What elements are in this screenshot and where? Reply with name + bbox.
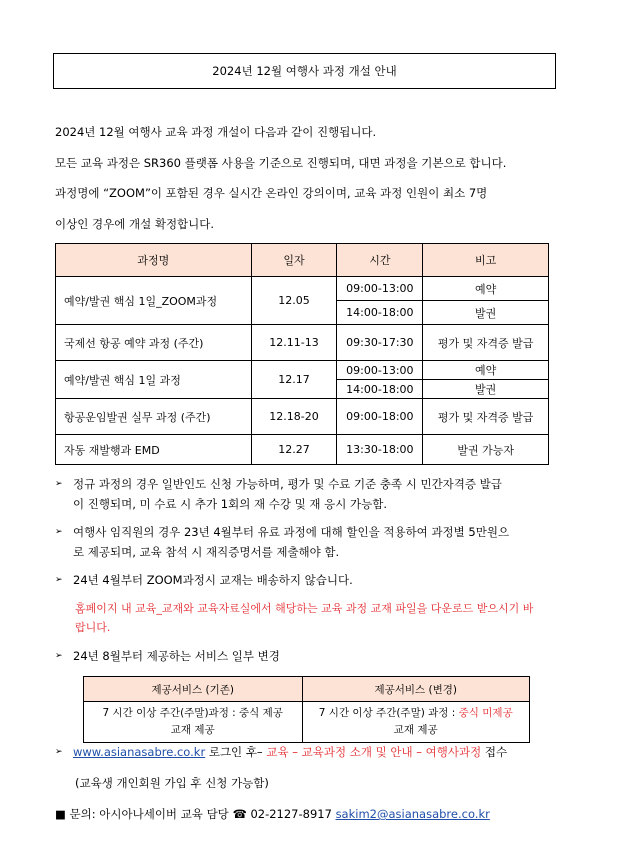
header-note: 비고 [423,244,549,277]
intro-line-4: 이상인 경우에 개설 확정합니다. [55,217,215,231]
table-row [56,277,549,301]
course-time: 13:30-18:00 [337,435,423,465]
table-header-row [84,677,530,702]
course-note: 평가 및 자격증 발급 [423,399,549,435]
service-change-table [83,676,530,743]
table-row [56,435,549,465]
website-link[interactable]: www.asianasabre.co.kr [73,745,206,759]
table-row [56,361,549,380]
table-header-row [56,244,549,277]
course-name: 국제선 항공 예약 과정 (주간) [56,325,252,361]
header-course-name: 과정명 [56,244,252,277]
course-name: 자동 재발행과 EMD [56,435,252,465]
download-note: 홈페이지 내 교육_교재와 교육자료실에서 해당하는 교육 과정 교재 파일을 다운로드 받으시기 바 랍니다. [75,602,534,634]
service-old-cell: 7 시간 이상 주간(주말)과정 : 중식 제공 교재 제공 [84,702,303,743]
course-time: 09:00-13:00 [337,277,423,301]
course-note: 예약 [423,361,549,380]
course-time: 09:00-13:00 [337,361,423,380]
contact-line: ■ 문의: 아시아나세이버 교육 담당 ☎ 02-2127-8917 sakim2@asianasabre.co.kr [55,807,490,821]
course-time: 09:30-17:30 [337,325,423,361]
table-row [56,399,549,435]
header-service-new: 제공서비스 (변경) [302,677,530,702]
course-time: 14:00-18:00 [337,301,423,325]
course-name: 예약/발권 핵심 1일 과정 [56,361,252,399]
arrow-bullet-icon: ➢ [55,747,63,757]
arrow-bullet-icon: ➢ [55,575,63,585]
course-date: 12.27 [251,435,337,465]
intro-line-1: 2024년 12월 여행사 교육 과정 개설이 다음과 같이 진행됩니다. [55,125,377,139]
course-date: 12.11-13 [251,325,337,361]
header-time: 시간 [337,244,423,277]
phone-icon: ☎ [232,807,247,821]
arrow-bullet-icon: ➢ [55,651,63,661]
course-note: 발권 [423,380,549,399]
course-date: 12.05 [251,277,337,325]
signup-note: (교육생 개인회원 가입 후 신청 가능함) [75,776,269,790]
course-name: 항공운임발권 실무 과정 (주간) [56,399,252,435]
header-service-old: 제공서비스 (기존) [84,677,303,702]
table-row [84,702,530,743]
course-time: 14:00-18:00 [337,380,423,399]
intro-line-2: 모든 교육 과정은 SR360 플랫폼 사용을 기준으로 진행되며, 대면 과정을 기본으로 합니다. [55,156,507,170]
square-bullet-icon: ■ [55,807,66,821]
course-note: 발권 [423,301,549,325]
course-date: 12.17 [251,361,337,399]
table-row [56,325,549,361]
course-date: 12.18-20 [251,399,337,435]
course-note: 평가 및 자격증 발급 [423,325,549,361]
contact-email-link[interactable]: sakim2@asianasabre.co.kr [335,807,490,821]
service-new-cell: 7 시간 이상 주간(주말) 과정 : 중식 미제공 교재 제공 [302,702,530,743]
header-date: 일자 [251,244,337,277]
contact-phone: 02-2127-8917 [250,807,332,821]
arrow-bullet-icon: ➢ [55,479,63,489]
intro-line-3: 과정명에 “ZOOM”이 포함된 경우 실시간 온라인 강의이며, 교육 과정 인원이 최소 7명 [55,186,488,200]
course-name: 예약/발권 핵심 1일_ZOOM과정 [56,277,252,325]
arrow-bullet-icon: ➢ [55,527,63,537]
course-note: 예약 [423,277,549,301]
document-title: 2024년 12월 여행사 과정 개설 안내 [53,53,556,89]
course-time: 09:00-18:00 [337,399,423,435]
menu-path: 교육 – 교육과정 소개 및 안내 – 여행사과정 [266,745,482,759]
course-note: 발권 가능자 [423,435,549,465]
course-schedule-table [55,243,549,465]
